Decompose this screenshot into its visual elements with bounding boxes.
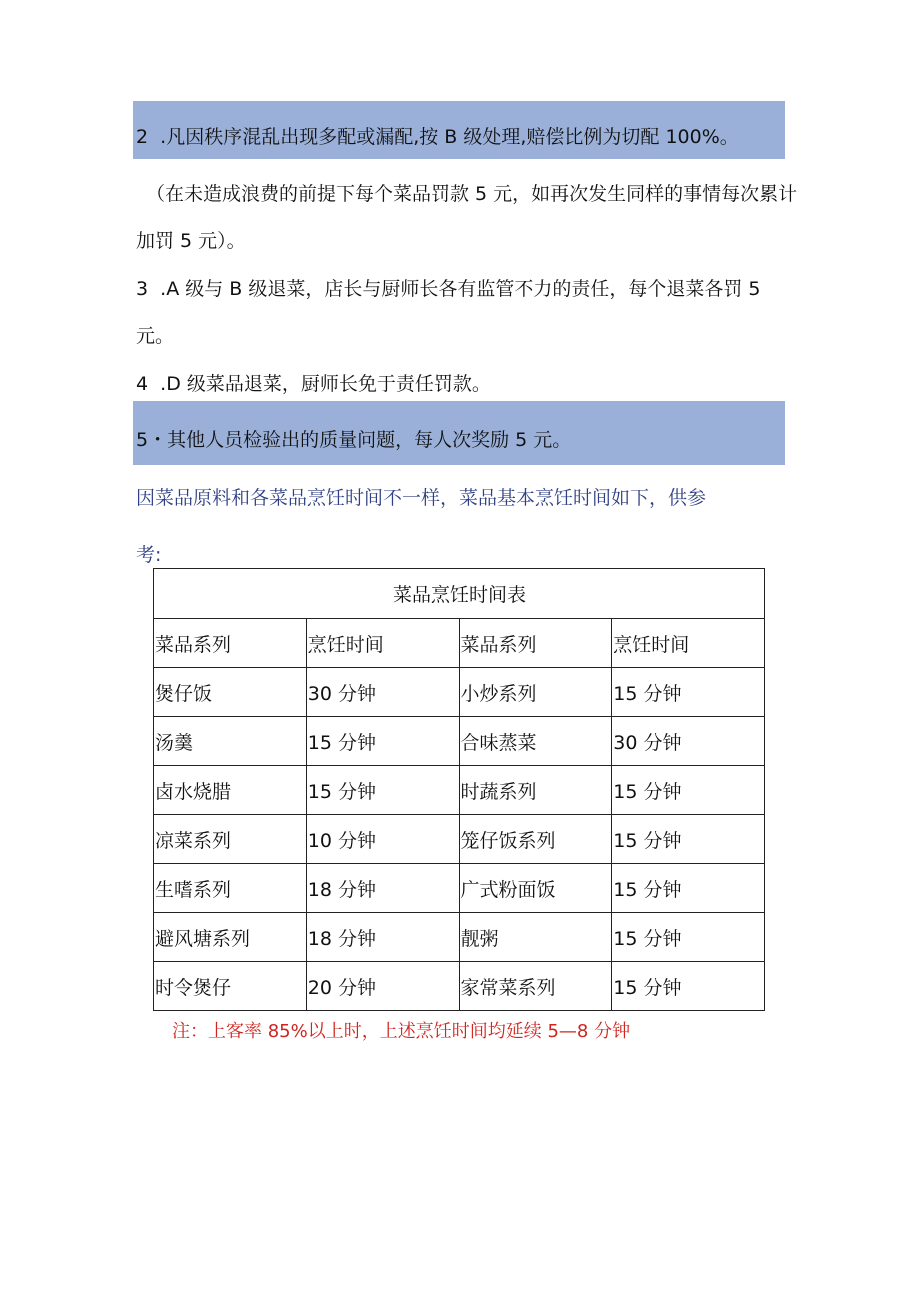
table-cell: 30 分钟 [612, 717, 765, 766]
table-header-row [154, 619, 765, 668]
table-row [154, 962, 765, 1011]
table-cell: 15 分钟 [612, 766, 765, 815]
table-cell: 10 分钟 [306, 815, 459, 864]
table-cell: 15 分钟 [306, 717, 459, 766]
table-row [154, 815, 765, 864]
table-cell: 15 分钟 [612, 864, 765, 913]
table-cell: 合味蒸菜 [459, 717, 612, 766]
table-row [154, 717, 765, 766]
table-cell: 家常菜系列 [459, 962, 612, 1011]
table-cell: 20 分钟 [306, 962, 459, 1011]
table-title: 菜品烹饪时间表 [154, 569, 765, 619]
intro-line2: 考: [136, 544, 162, 566]
table-cell: 15 分钟 [612, 962, 765, 1011]
table-row [154, 766, 765, 815]
rule-2-note-line1: （在未造成浪费的前提下每个菜品罚款 5 元，如再次发生同样的事情每次累计 [146, 183, 798, 205]
rule-4: 4 .D 级菜品退菜，厨师长免于责任罚款。 [136, 373, 491, 395]
table-cell: 卤水烧腊 [154, 766, 307, 815]
table-cell: 时蔬系列 [459, 766, 612, 815]
table-cell: 15 分钟 [306, 766, 459, 815]
cooking-time-note: 注：上客率 85%以上时，上述烹饪时间均延续 5—8 分钟 [172, 1021, 631, 1042]
rule-5: 5・其他人员检验出的质量问题，每人次奖励 5 元。 [136, 429, 572, 451]
rule-2-note-line2: 加罚 5 元）。 [136, 230, 246, 252]
table-cell: 15 分钟 [612, 815, 765, 864]
table-cell: 汤羹 [154, 717, 307, 766]
table-cell: 凉菜系列 [154, 815, 307, 864]
table-cell: 小炒系列 [459, 668, 612, 717]
table-cell: 笼仔饭系列 [459, 815, 612, 864]
table-cell: 靓粥 [459, 913, 612, 962]
table-cell: 30 分钟 [306, 668, 459, 717]
rule-2: 2 .凡因秩序混乱出现多配或漏配,按 B 级处理,赔偿比例为切配 100%。 [136, 126, 739, 148]
table-cell: 18 分钟 [306, 864, 459, 913]
table-row [154, 668, 765, 717]
table-row [154, 864, 765, 913]
intro-line1: 因菜品原料和各菜品烹饪时间不一样，菜品基本烹饪时间如下，供参 [136, 487, 707, 509]
table-cell: 15 分钟 [612, 913, 765, 962]
column-header: 菜品系列 [459, 619, 612, 668]
column-header: 烹饪时间 [306, 619, 459, 668]
table-cell: 生嗜系列 [154, 864, 307, 913]
table-cell: 避风塘系列 [154, 913, 307, 962]
cooking-time-table [153, 568, 765, 1011]
table-title-row [154, 569, 765, 619]
table-row [154, 913, 765, 962]
table-cell: 煲仔饭 [154, 668, 307, 717]
column-header: 菜品系列 [154, 619, 307, 668]
column-header: 烹饪时间 [612, 619, 765, 668]
rule-3-line1: 3 .A 级与 B 级退菜，店长与厨师长各有监管不力的责任，每个退菜各罚 5 [136, 278, 761, 300]
table-cell: 时令煲仔 [154, 962, 307, 1011]
table-cell: 广式粉面饭 [459, 864, 612, 913]
table-cell: 18 分钟 [306, 913, 459, 962]
rule-3-line2: 元。 [136, 325, 175, 347]
table-cell: 15 分钟 [612, 668, 765, 717]
